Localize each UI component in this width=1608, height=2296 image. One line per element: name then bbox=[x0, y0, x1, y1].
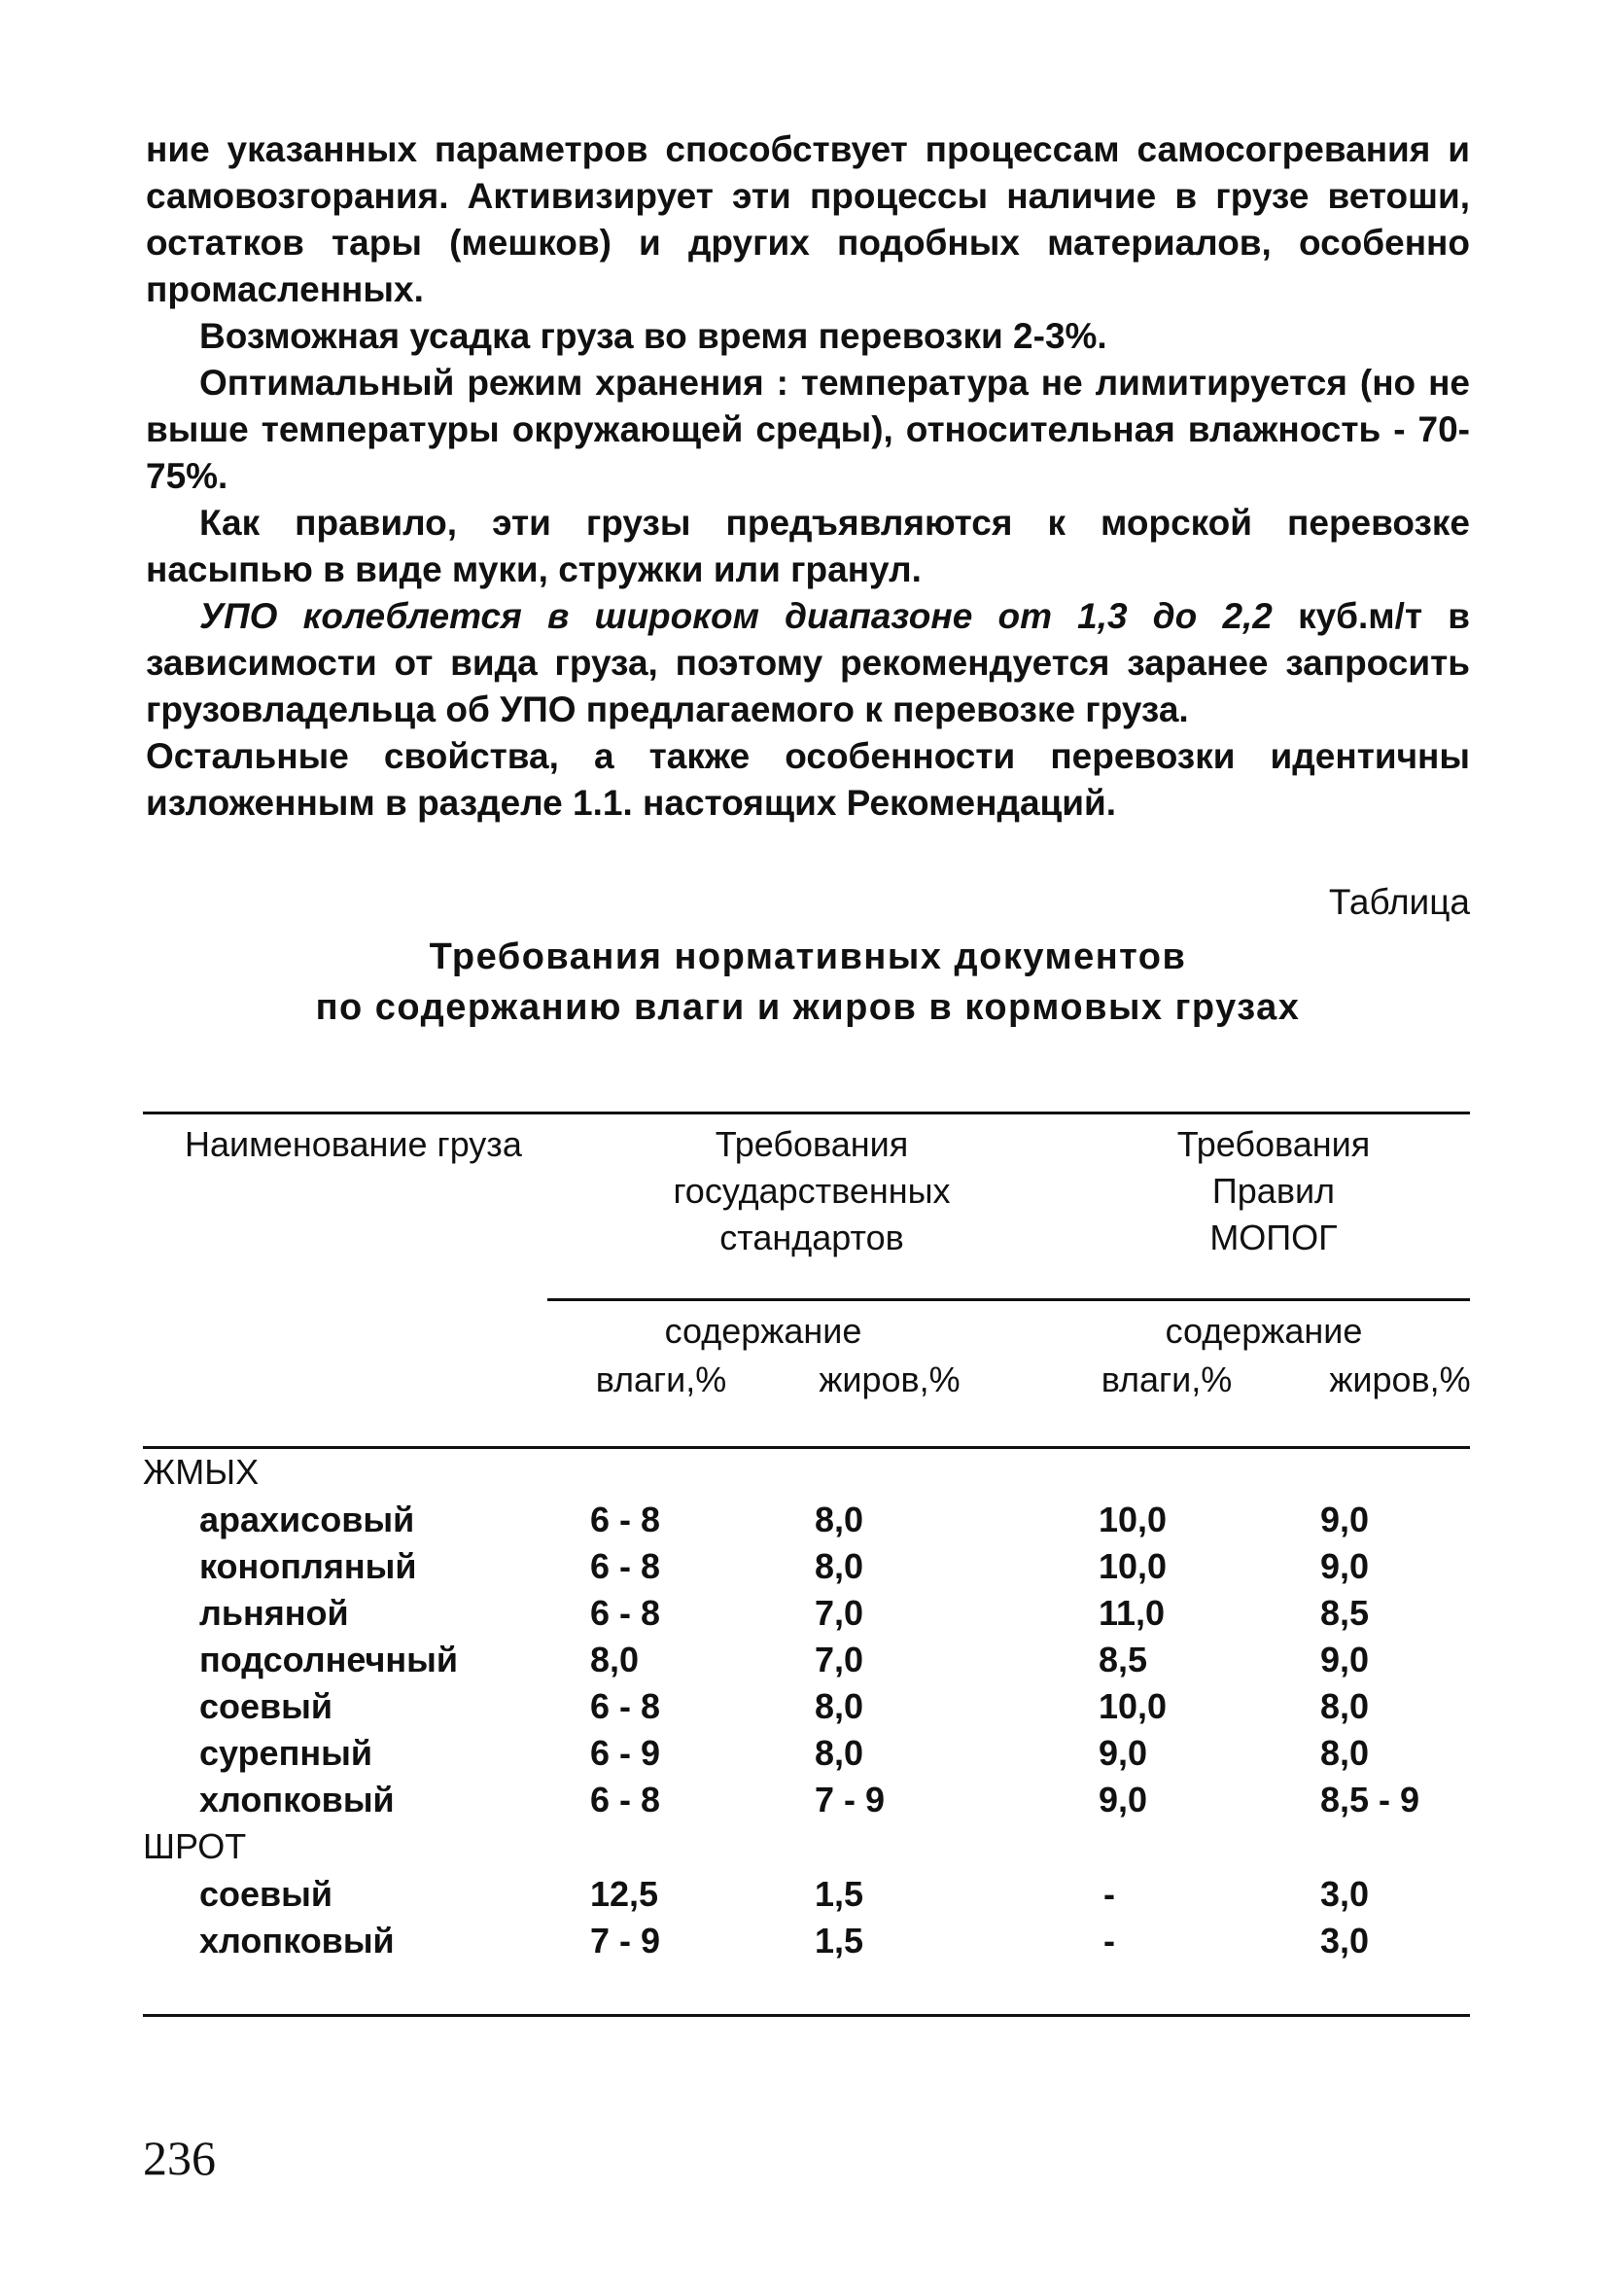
header-mopog-line-1: Требования bbox=[1176, 1124, 1371, 1164]
row-gost-fat: 8,0 bbox=[815, 1546, 864, 1586]
row-mopog-fat: 3,0 bbox=[1320, 1921, 1370, 1960]
table-top-rule bbox=[143, 1112, 1470, 1114]
row-cargo-name: хлопковый bbox=[199, 1921, 395, 1960]
row-cargo-name: арахисовый bbox=[199, 1500, 415, 1539]
row-mopog-moisture: 8,5 bbox=[1099, 1640, 1148, 1679]
header-mopog-line-2: Правил bbox=[1211, 1171, 1336, 1211]
row-gost-moisture: 6 - 8 bbox=[590, 1500, 661, 1539]
row-mopog-fat: 3,0 bbox=[1320, 1874, 1370, 1914]
row-mopog-fat: 8,5 - 9 bbox=[1320, 1780, 1420, 1819]
header-fat-mopog: жиров,% bbox=[1329, 1360, 1471, 1399]
row-mopog-fat: 9,0 bbox=[1320, 1500, 1370, 1539]
row-gost-fat: 8,0 bbox=[815, 1686, 864, 1726]
row-mopog-moisture: 10,0 bbox=[1099, 1686, 1168, 1726]
table-bottom-rule bbox=[143, 2014, 1470, 2017]
header-gost-line-2: государственных bbox=[673, 1171, 951, 1211]
row-mopog-fat: 8,0 bbox=[1320, 1686, 1370, 1726]
row-mopog-moisture: 9,0 bbox=[1099, 1780, 1148, 1819]
row-cargo-name: конопляный bbox=[199, 1546, 417, 1586]
paragraph-stowage-factor bbox=[146, 593, 1470, 733]
row-gost-moisture: 6 - 8 bbox=[590, 1780, 661, 1819]
row-gost-fat: 7,0 bbox=[815, 1640, 864, 1679]
row-gost-moisture: 6 - 8 bbox=[590, 1546, 661, 1586]
page-number: 236 bbox=[143, 2131, 216, 2185]
row-gost-moisture: 7 - 9 bbox=[590, 1921, 661, 1960]
header-cargo-name: Наименование груза bbox=[185, 1124, 522, 1164]
row-mopog-fat: 8,5 bbox=[1320, 1593, 1370, 1633]
stowage-rest-text: куб.м/т в зависимости от вида груза, поэтому рекомендуется заранее запросить грузовладельца об УПО предлагаемого к перевозке груза. bbox=[146, 596, 1470, 729]
table-header-bottom-rule bbox=[143, 1446, 1470, 1449]
header-gost bbox=[583, 1121, 1040, 1261]
paragraph-other-properties: Остальные свойства, а также особенности перевозки идентичны изложенным в разделе 1.1. настоящих Рекомендаций. bbox=[146, 736, 1470, 823]
row-cargo-name: соевый bbox=[199, 1874, 333, 1914]
row-cargo-name: льняной bbox=[199, 1593, 349, 1633]
row-mopog-moisture: 9,0 bbox=[1099, 1733, 1148, 1773]
row-cargo-name: сурепный bbox=[199, 1733, 372, 1773]
row-gost-fat: 7,0 bbox=[815, 1593, 864, 1633]
paragraph-self-heating: ние указанных параметров способствует процессам самосогревания и самовозгорания. Активизирует эти процессы наличие в грузе ветоши, остатков тары (мешков) и других подобных материалов, особенно промасленных. bbox=[146, 129, 1470, 309]
header-mopog-line-3: МОПОГ bbox=[1209, 1218, 1338, 1257]
row-gost-fat: 8,0 bbox=[815, 1500, 864, 1539]
table-title bbox=[146, 932, 1470, 1033]
table-title-line-2: по содержанию влаги и жиров в кормовых грузах bbox=[315, 987, 1301, 1028]
header-moisture-gost: влаги,% bbox=[595, 1360, 727, 1399]
row-mopog-moisture: - bbox=[1103, 1921, 1115, 1960]
row-mopog-fat: 9,0 bbox=[1320, 1546, 1370, 1586]
row-gost-moisture: 6 - 8 bbox=[590, 1686, 661, 1726]
row-mopog-fat: 8,0 bbox=[1320, 1733, 1370, 1773]
row-gost-fat: 7 - 9 bbox=[815, 1780, 886, 1819]
row-gost-moisture: 6 - 8 bbox=[590, 1593, 661, 1633]
header-content-mopog: содержание bbox=[1165, 1311, 1363, 1351]
paragraph-storage-mode: Оптимальный режим хранения : температура не лимитируется (но не выше температуры окружающей среды), относительная влажность - 70-75%. bbox=[146, 363, 1470, 496]
stowage-range-text: УПО колеблется в широком диапазоне от 1,3 до 2,2 bbox=[199, 596, 1273, 636]
row-mopog-moisture: 10,0 bbox=[1099, 1546, 1168, 1586]
group-label: ШРОТ bbox=[143, 1826, 247, 1866]
table-title-line-1: Требования нормативных документов bbox=[429, 936, 1187, 977]
row-cargo-name: подсолнечный bbox=[199, 1640, 459, 1679]
header-content-gost: содержание bbox=[664, 1311, 862, 1351]
paragraph-transport-form: Как правило, эти грузы предъявляются к морской перевозке насыпью в виде муки, стружки или гранул. bbox=[146, 503, 1470, 589]
table-subheader-rule bbox=[547, 1298, 1470, 1301]
header-gost-line-3: стандартов bbox=[719, 1218, 904, 1257]
row-mopog-fat: 9,0 bbox=[1320, 1640, 1370, 1679]
header-gost-line-1: Требования bbox=[715, 1124, 909, 1164]
row-gost-fat: 1,5 bbox=[815, 1874, 864, 1914]
row-gost-moisture: 6 - 9 bbox=[590, 1733, 661, 1773]
row-mopog-moisture: 10,0 bbox=[1099, 1500, 1168, 1539]
header-moisture-mopog: влаги,% bbox=[1101, 1360, 1233, 1399]
table-label: Таблица bbox=[1328, 882, 1470, 922]
header-mopog bbox=[1069, 1121, 1478, 1261]
header-fat-gost: жиров,% bbox=[819, 1360, 961, 1399]
paragraph-shrinkage: Возможная усадка груза во время перевозки 2-3%. bbox=[199, 316, 1107, 356]
row-mopog-moisture: 11,0 bbox=[1099, 1593, 1166, 1633]
row-cargo-name: соевый bbox=[199, 1686, 333, 1726]
group-label: ЖМЫХ bbox=[143, 1452, 260, 1492]
row-gost-fat: 8,0 bbox=[815, 1733, 864, 1773]
row-gost-moisture: 12,5 bbox=[590, 1874, 659, 1914]
row-mopog-moisture: - bbox=[1103, 1874, 1115, 1914]
row-gost-moisture: 8,0 bbox=[590, 1640, 640, 1679]
row-cargo-name: хлопковый bbox=[199, 1780, 395, 1819]
row-gost-fat: 1,5 bbox=[815, 1921, 864, 1960]
